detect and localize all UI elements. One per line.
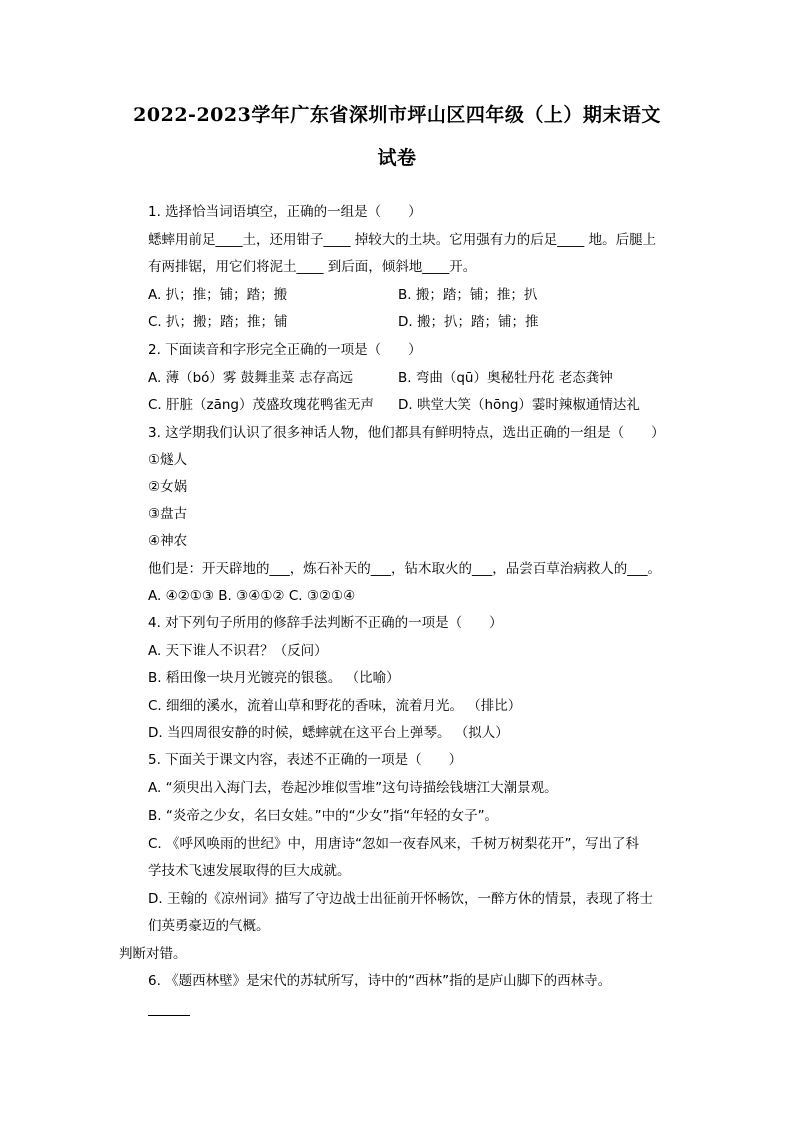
question-2-option-a: A. 薄（bó）雾 鼓舞韭菜 志存高远	[148, 370, 353, 386]
question-1-option-c: C. 扒；搬；踏；推；铺	[148, 314, 288, 330]
question-2-option-c: C. 肝脏（zāng）茂盛玫瑰花鸭雀无声	[148, 397, 374, 413]
question-1-text-1: 蟋蟀用前足____土，还用钳子____ 掉较大的土块。它用强有力的后足____ 地。后腿上	[148, 232, 657, 248]
question-4-option-a: A. 天下谁人不识君？（反问）	[148, 643, 328, 659]
question-4-stem: 4. 对下列句子所用的修辞手法判断不正确的一项是（ ）	[148, 615, 503, 631]
question-2-option-b: B. 弯曲（qū）奥秘牡丹花 老态龚钟	[398, 370, 613, 386]
question-5-option-d-line-1: D. 王翰的《凉州词》描写了守边战士出征前开怀畅饮，一醉方休的情景，表现了将士	[148, 891, 653, 907]
question-1-stem: 1. 选择恰当词语填空，正确的一组是（ ）	[148, 204, 422, 220]
question-3-item-1: ①燧人	[148, 452, 188, 468]
question-1-option-d: D. 搬；扒；踏；铺；推	[398, 314, 539, 330]
question-5-option-c-line-1: C. 《呼风唤雨的世纪》中，用唐诗“忽如一夜春风来，千树万树梨花开”，写出了科	[148, 836, 639, 852]
question-4-option-c: C. 细细的溪水，流着山草和野花的香味，流着月光。 （排比）	[148, 698, 522, 714]
question-5-option-d-line-2: 们英勇豪迈的气概。	[148, 918, 270, 934]
question-1-option-a: A. 扒；推；铺；踏；搬	[148, 287, 288, 303]
question-2-option-d: D. 哄堂大笑（hōng）霎时辣椒通情达礼	[398, 397, 640, 413]
question-3-text: 他们是：开天辟地的___，炼石补天的___，钻木取火的___，品尝百草治病救人的___。	[148, 561, 661, 577]
question-5-option-c-line-2: 学技术飞速发展取得的巨大成就。	[148, 863, 351, 879]
question-3-item-2: ②女娲	[148, 479, 188, 495]
question-1-text-2: 有两排锯，用它们将泥土____ 到后面，倾斜地____开。	[148, 259, 477, 275]
question-2-stem: 2. 下面读音和字形完全正确的一项是（ ）	[148, 342, 422, 358]
question-5-option-b: B. “炎帝之少女，名曰女娃。”中的“少女”指“年轻的女子”。	[148, 808, 499, 824]
question-3-options: A. ④②①③ B. ③④①② C. ③②①④	[148, 588, 356, 604]
question-3-item-3: ③盘古	[148, 506, 188, 522]
question-1-option-b: B. 搬；踏；铺；推；扒	[398, 287, 538, 303]
question-3-stem: 3. 这学期我们认识了很多神话人物，他们都具有鲜明特点，选出正确的一组是（ ）	[148, 425, 665, 441]
question-6-answer-blank[interactable]	[148, 1015, 190, 1016]
question-5-stem: 5. 下面关于课文内容，表述不正确的一项是（ ）	[148, 752, 463, 768]
question-5-option-a: A. “须臾出入海门去，卷起沙堆似雪堆”这句诗描绘钱塘江大潮景观。	[148, 780, 558, 796]
section-heading-true-false: 判断对错。	[119, 946, 187, 962]
exam-title-line-1: 2022-2023学年广东省深圳市坪山区四年级（上）期末语文	[133, 104, 661, 126]
question-4-option-b: B. 稻田像一块月光镀亮的银毯。 （比喻）	[148, 670, 400, 686]
question-3-item-4: ④神农	[148, 533, 188, 549]
exam-title-line-2: 试卷	[377, 147, 417, 169]
question-6-stem: 6. 《题西林壁》是宋代的苏轼所写，诗中的“西林”指的是庐山脚下的西林寺。	[148, 973, 612, 989]
question-4-option-d: D. 当四周很安静的时候，蟋蟀就在这平台上弹琴。 （拟人）	[148, 725, 509, 741]
